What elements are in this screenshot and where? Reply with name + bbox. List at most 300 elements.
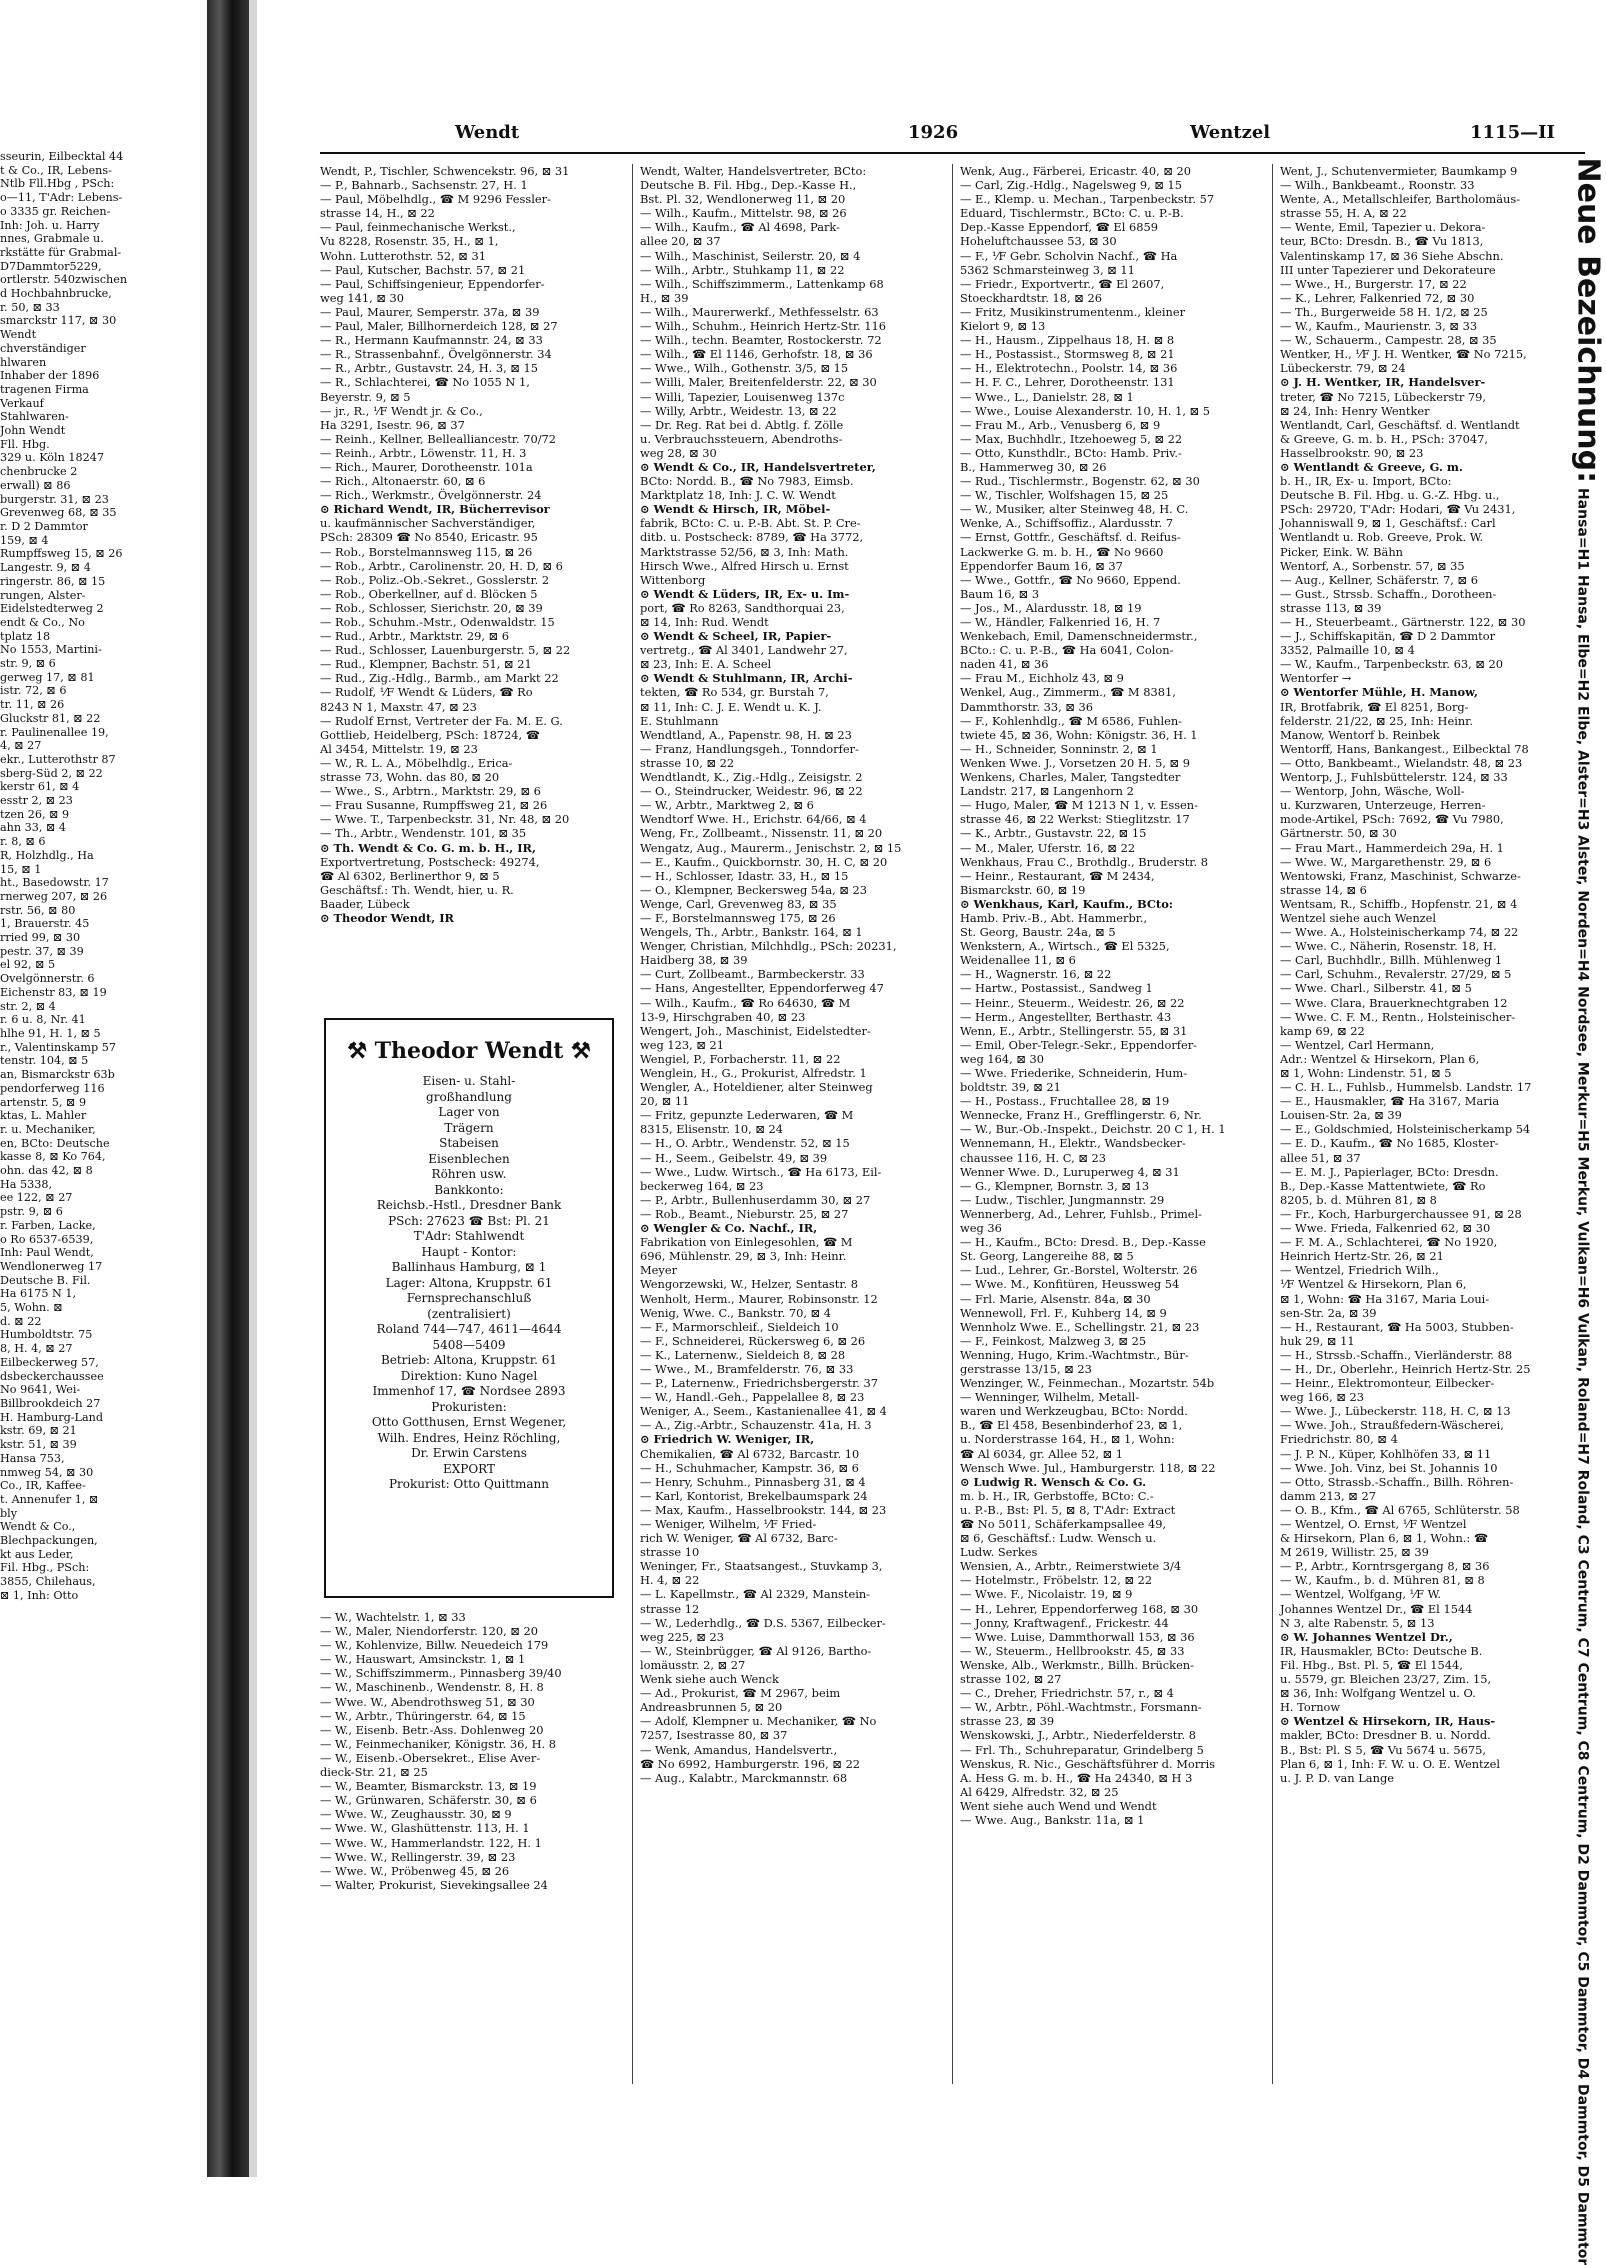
- directory-entry-line: rkstätte für Grabmal-: [0, 245, 122, 259]
- directory-entry-line: IR, Hausmakler, BCto: Deutsche B.: [1280, 1643, 1483, 1658]
- directory-entry-line: — E., Hausmakler, ☎ Ha 3167, Maria: [1280, 1094, 1500, 1109]
- ad-line: Lager: Altona, Kruppstr. 61: [385, 1275, 553, 1290]
- directory-entry-line: Eduard, Tischlermstr., BCto: C. u. P.-B.: [960, 206, 1184, 221]
- ad-line: Otto Gotthusen, Ernst Wegener,: [371, 1415, 567, 1429]
- directory-entry-line: — Wwe., Ludw. Wirtsch., ☎ Ha 6173, Eil-: [640, 1164, 882, 1179]
- directory-entry-line: — F. M. A., Schlachterei, ☎ No 1920,: [1280, 1235, 1498, 1250]
- directory-entry-line: — Th., Burgerweide 58 H. 1/2, ⊠ 25: [1280, 304, 1488, 319]
- directory-entry-line: — Wwe. W., Glashüttenstr. 113, H. 1: [320, 1821, 530, 1836]
- directory-entry-line: Al 3454, Mittelstr. 19, ⊠ 23: [320, 741, 478, 756]
- directory-entry-line: — W., Steuerm., Hellbrookstr. 45, ⊠ 33: [960, 1643, 1185, 1658]
- directory-entry-line: u. kaufmännischer Sachverständiger,: [320, 516, 536, 531]
- directory-entry-line: — Wwe., Louise Alexanderstr. 10, H. 1, ⊠ 5: [960, 403, 1210, 418]
- directory-entry-line: — W., Kaufm., Maurienstr. 3, ⊠ 33: [1280, 319, 1478, 334]
- directory-entry-line: — jr., R., ⅟F Wendt jr. & Co.,: [320, 403, 483, 418]
- directory-entry-line: Wendt, P., Tischler, Schwencekstr. 96, ⊠ 31: [320, 164, 570, 178]
- directory-entry-line: — H., O. Arbtr., Wendenstr. 52, ⊠ 15: [640, 1136, 850, 1151]
- directory-entry-line: — Curt, Zollbeamt., Barmbeckerstr. 33: [640, 967, 865, 982]
- directory-entry-line: — Otto, Strassb.-Schaffn., Billh. Röhren-: [1280, 1474, 1514, 1489]
- directory-entry-line: Rumpffsweg 15, ⊠ 26: [0, 547, 123, 561]
- directory-entry-line: port, ☎ Ro 8263, Sandthorquai 23,: [640, 600, 845, 615]
- ad-line: Prokurist: Otto Quittmann: [388, 1477, 549, 1491]
- header-first-name: Wendt: [455, 122, 520, 143]
- directory-entry-line: ⊠ 1, Inh: Otto: [0, 1588, 79, 1602]
- directory-entry-line: artenstr. 5, ⊠ 9: [0, 1095, 87, 1109]
- directory-entry-line: — Hugo, Maler, ☎ M 1213 N 1, v. Essen-: [960, 798, 1198, 813]
- directory-entry-line: b. H., IR, Ex- u. Import, BCto:: [1280, 474, 1452, 489]
- directory-entry-line: — L. Kapellmstr., ☎ Al 2329, Manstein-: [640, 1587, 871, 1602]
- directory-entry-line: Wenskowski, J., Arbtr., Niederfelderstr. 8: [960, 1728, 1196, 1743]
- directory-entry-line: Geschäftsf.: Th. Wendt, hier, u. R.: [320, 882, 514, 897]
- directory-entry-line: Wenk siehe auch Wenck: [640, 1672, 779, 1687]
- directory-entry-line: el 92, ⊠ 5: [0, 958, 56, 972]
- directory-entry-line: Ntlb Fll.Hbg , PSch:: [0, 177, 115, 191]
- directory-entry-line: — W., Schauerm., Campestr. 28, ⊠ 35: [1280, 333, 1497, 348]
- directory-entry-line: Verkauf: [0, 396, 44, 410]
- directory-entry-line: — Heinr., Restaurant, ☎ M 2434,: [960, 868, 1155, 883]
- directory-entry-line: weg 166, ⊠ 23: [1280, 1390, 1365, 1405]
- directory-entry-line: chverständiger: [0, 341, 86, 355]
- directory-entry-line: — Wenk, Amandus, Handelsvertr.,: [640, 1742, 838, 1757]
- directory-entry-line: Hamb. Priv.-B., Abt. Hammerbr.,: [960, 910, 1148, 925]
- directory-entry-line: Fil. Hbg., Bst. Pl. 5, ☎ El 1544,: [1280, 1657, 1463, 1672]
- directory-entry-line: — Rob., Schlosser, Sierichstr. 20, ⊠ 39: [320, 600, 543, 615]
- directory-entry-line: — Herm., Angestellter, Berthastr. 43: [960, 1009, 1172, 1024]
- ad-line: Bankkonto:: [434, 1182, 504, 1197]
- directory-entry-line: ⊠ 36, Inh: Wolfgang Wentzel u. O.: [1280, 1686, 1476, 1701]
- directory-entry-line: — K., Arbtr., Gustavstr. 22, ⊠ 15: [960, 826, 1147, 841]
- directory-entry-line: — H., Steuerbeamt., Gärtnerstr. 122, ⊠ 30: [1280, 615, 1526, 629]
- directory-entry-line: Wenke, A., Schiffsoffiz., Alardusstr. 7: [960, 516, 1174, 531]
- directory-entry-line: — Aug., Kellner, Schäferstr. 7, ⊠ 6: [1280, 572, 1478, 587]
- directory-entry-line: Humboldtstr. 75: [0, 1328, 93, 1342]
- directory-entry-line: — Frl. Marie, Alsenstr. 84a, ⊠ 30: [960, 1291, 1151, 1306]
- directory-entry-line: hlwaren: [0, 355, 47, 369]
- directory-entry-line: — K., Lehrer, Falkenried 72, ⊠ 30: [1280, 290, 1475, 305]
- directory-entry-line: — J. P. N., Küper, Kohlhöfen 33, ⊠ 11: [1280, 1446, 1492, 1461]
- directory-entry-line: Wentorfer →: [1280, 671, 1352, 686]
- directory-entry-line: — H. F. C., Lehrer, Dorotheenstr. 131: [960, 375, 1175, 390]
- header-rule: [320, 152, 1585, 154]
- ad-line: Direktion: Kuno Nagel: [400, 1368, 538, 1383]
- directory-entry-line: Wengiel, P., Forbacherstr. 11, ⊠ 22: [640, 1051, 841, 1066]
- directory-entry-line: Wendtland, A., Papenstr. 98, H. ⊠ 23: [640, 727, 852, 742]
- directory-entry-line: strasse 55, H. A, ⊠ 22: [1280, 206, 1407, 221]
- ad-line: Dr. Erwin Carstens: [411, 1446, 527, 1460]
- directory-entry-line: — Rob., Schuhm.-Mstr., Odenwaldstr. 15: [320, 615, 555, 629]
- directory-entry-line: — W., Kohlenvize, Billw. Neuedeich 179: [320, 1638, 549, 1653]
- directory-entry-line: — E., Goldschmied, Holsteinischerkamp 54: [1280, 1122, 1531, 1137]
- column-divider: [632, 164, 633, 2084]
- header-last-name: Wentzel: [1190, 122, 1271, 143]
- directory-entry-line: Picker, Eink. W. Bähn: [1280, 544, 1403, 559]
- directory-entry-line: Wenge, Carl, Grevenweg 83, ⊠ 35: [640, 896, 837, 911]
- directory-entry-line: Wendlonerweg 17: [0, 1259, 103, 1273]
- directory-entry-line: u. Norderstrasse 164, H., ⊠ 1, Wohn:: [960, 1432, 1175, 1447]
- directory-entry-line: Wentorp, J., Fuhlsbüttelerstr. 124, ⊠ 33: [1280, 770, 1508, 785]
- directory-entry-line: vertretg., ☎ Al 3401, Landwehr 27,: [640, 643, 848, 658]
- directory-entry-line: tekten, ☎ Ro 534, gr. Burstah 7,: [640, 685, 829, 700]
- directory-entry-line: Dep.-Kasse Eppendorf, ☎ El 6859: [960, 220, 1158, 235]
- directory-entry-line: — W., Beamter, Bismarckstr. 13, ⊠ 19: [320, 1779, 537, 1794]
- directory-entry-line: pestr. 37, ⊠ 39: [0, 944, 84, 958]
- directory-entry-line: treter, ☎ No 7215, Lübeckerstr 79,: [1280, 389, 1487, 404]
- directory-entry-line: Deutsche B. Fil. Hbg. u. G.-Z. Hbg. u.,: [1280, 488, 1500, 503]
- directory-entry-line: dsbeckerchaussee: [0, 1369, 104, 1383]
- directory-entry-line: — Friedr., Exportvertr., ☎ El 2607,: [960, 276, 1165, 291]
- directory-entry-line: Wenk, Aug., Färberei, Ericastr. 40, ⊠ 20: [960, 164, 1192, 178]
- ad-line: Stabeisen: [439, 1136, 499, 1150]
- directory-entry-line: ⊙ Wendt & Co., IR, Handelsvertreter,: [640, 459, 876, 474]
- directory-entry-line: chenbrucke 2: [0, 465, 78, 479]
- directory-entry-line: Valentinskamp 17, ⊠ 36 Siehe Abschn.: [1280, 248, 1504, 263]
- ad-line: T'Adr: Stahlwendt: [413, 1229, 525, 1243]
- directory-entry-line: — Rich., Werkmstr., Övelgönnerstr. 24: [320, 488, 542, 503]
- directory-entry-line: 20, ⊠ 11: [640, 1094, 690, 1109]
- directory-entry-line: — Wilh., techn. Beamter, Rostockerstr. 72: [640, 333, 882, 348]
- directory-entry-line: — Wwe., L., Danielstr. 28, ⊠ 1: [960, 389, 1134, 404]
- ad-line: Immenhof 17, ☎ Nordsee 2893: [372, 1384, 566, 1398]
- directory-entry-line: Wenger, Christian, Milchhdlg., PSch: 20231,: [640, 939, 897, 954]
- ad-line: Betrieb: Altona, Kruppstr. 61: [380, 1353, 558, 1367]
- directory-entry-line: Eilbeckerweg 57,: [0, 1355, 99, 1369]
- ad-line: großhandlung: [426, 1089, 512, 1104]
- directory-entry-line: — Carl, Zig.-Hdlg., Nagelsweg 9, ⊠ 15: [960, 178, 1183, 193]
- ad-line: Roland 744—747, 4611—4644: [376, 1322, 562, 1336]
- directory-entry-line: u. 5579, gr. Bleichen 23/27, Zim. 15,: [1280, 1672, 1492, 1687]
- directory-entry-line: esstr 2, ⊠ 23: [0, 794, 73, 808]
- directory-entry-line: — W., Maler, Niendorferstr. 120, ⊠ 20: [320, 1624, 539, 1639]
- directory-entry-line: M 2619, Willistr. 25, ⊠ 39: [1280, 1545, 1429, 1560]
- directory-entry-line: — F., Kohlenhdlg., ☎ M 6586, Fuhlen-: [960, 713, 1183, 728]
- directory-entry-line: kstr. 51, ⊠ 39: [0, 1438, 77, 1452]
- directory-entry-line: — W., Grünwaren, Schäferstr. 30, ⊠ 6: [320, 1793, 537, 1808]
- directory-entry-line: ktas, L. Mahler: [0, 1109, 87, 1123]
- directory-entry-line: — Wwe. J., Lübeckerstr. 118, H. C, ⊠ 13: [1280, 1404, 1511, 1419]
- directory-entry-line: ⊠ 23, Inh: E. A. Scheel: [640, 657, 772, 672]
- directory-entry-line: Bst. Pl. 32, Wendlonerweg 11, ⊠ 20: [640, 192, 846, 207]
- directory-entry-line: — C., Dreher, Friedrichstr. 57, r., ⊠ 4: [960, 1686, 1174, 1701]
- directory-entry-line: Wohn. Lutterothstr. 52, ⊠ 31: [320, 248, 486, 263]
- directory-entry-line: pstr. 9, ⊠ 6: [0, 1205, 63, 1219]
- directory-entry-line: Wenner Wwe. D., Luruperweg 4, ⊠ 31: [960, 1164, 1180, 1179]
- directory-entry-line: Wenkebach, Emil, Damenschneidermstr.,: [960, 629, 1198, 644]
- directory-entry-line: Marktstrasse 52/56, ⊠ 3, Inh: Math.: [640, 544, 849, 559]
- directory-entry-line: strasse 102, ⊠ 27: [960, 1672, 1062, 1687]
- directory-entry-line: u. Kurzwaren, Unterzeuge, Herren-: [1280, 798, 1486, 813]
- directory-entry-line: ⅟F Wentzel & Hirsekorn, Plan 6,: [1280, 1277, 1467, 1292]
- directory-entry-line: — Gust., Strssb. Schaffn., Dorotheen-: [1280, 586, 1497, 601]
- directory-entry-line: — Frau M., Eichholz 43, ⊠ 9: [960, 671, 1124, 686]
- directory-entry-line: Hasselbrookstr. 90, ⊠ 23: [1280, 445, 1424, 460]
- directory-entry-line: B., Dep.-Kasse Mattentwiete, ☎ Ro: [1280, 1178, 1486, 1193]
- directory-entry-line: Friedrichstr. 80, ⊠ 4: [1280, 1432, 1398, 1447]
- directory-entry-line: Louisen-Str. 2a, ⊠ 39: [1280, 1108, 1402, 1123]
- directory-entry-line: ditb. u. Postscheck: 8789, ☎ Ha 3772,: [640, 530, 864, 545]
- directory-entry-line: ⊠ 24, Inh: Henry Wentker: [1280, 403, 1430, 418]
- directory-entry-line: — H., Schneider, Sonninstr. 2, ⊠ 1: [960, 741, 1158, 756]
- directory-entry-line: Plan 6, ⊠ 1, Inh: F. W. u. O. E. Wentzel: [1280, 1756, 1501, 1771]
- directory-entry-line: Hoheluftchaussee 53, ⊠ 30: [960, 234, 1117, 249]
- directory-entry-line: — Emil, Ober-Telegr.-Sekr., Eppendorfer-: [960, 1037, 1198, 1052]
- ad-line: (zentralisiert): [427, 1306, 511, 1321]
- directory-entry-line: ringerstr. 86, ⊠ 15: [0, 574, 106, 588]
- directory-entry-line: — R., Arbtr., Gustavstr. 24, H. 3, ⊠ 15: [320, 361, 539, 376]
- column-1-continued: [320, 1610, 620, 1892]
- directory-entry-line: ⊙ Ludwig R. Wensch & Co. G.: [960, 1474, 1147, 1489]
- directory-entry-line: kerstr 61, ⊠ 4: [0, 780, 80, 794]
- directory-entry-line: — Wwe., Wilh., Gothenstr. 3/5, ⊠ 15: [640, 361, 849, 376]
- directory-entry-line: strasse 46, ⊠ 22 Werkst: Stieglitzstr. 17: [960, 812, 1190, 827]
- directory-entry-line: ohn. das 42, ⊠ 8: [0, 1164, 93, 1178]
- directory-entry-line: — Heinr., Elektromonteur, Eilbecker-: [1280, 1376, 1495, 1391]
- directory-entry-line: — Weniger, Wilhelm, ⅟F Fried-: [640, 1517, 817, 1531]
- directory-entry-line: — Henry, Schuhm., Pinnasberg 31, ⊠ 4: [640, 1474, 866, 1489]
- directory-entry-line: — W., Musiker, alter Steinweg 48, H. C.: [960, 502, 1189, 517]
- directory-entry-line: — Wentorp, John, Wäsche, Woll-: [1280, 784, 1465, 799]
- directory-entry-line: — F., ⅟F Gebr. Scholvin Nachf., ☎ Ha: [960, 248, 1178, 263]
- directory-entry-line: o 3335 gr. Reichen-: [0, 204, 111, 218]
- directory-entry-line: Beyerstr. 9, ⊠ 5: [320, 389, 411, 404]
- directory-entry-line: H., ⊠ 39: [640, 290, 689, 305]
- directory-entry-line: — Wwe. W., Zeughausstr. 30, ⊠ 9: [320, 1807, 512, 1822]
- directory-entry-line: — Wilh., Kaufm., Mittelstr. 98, ⊠ 26: [640, 206, 847, 221]
- directory-entry-line: IR, Brotfabrik, ☎ El 8251, Borg-: [1280, 699, 1469, 714]
- directory-entry-line: ⊙ Wengler & Co. Nachf., IR,: [640, 1221, 818, 1236]
- directory-entry-line: — Wilh., Kaufm., ☎ Al 4698, Park-: [640, 220, 840, 235]
- directory-entry-line: Heinrich Hertz-Str. 26, ⊠ 21: [1280, 1249, 1444, 1264]
- directory-entry-line: Grevenweg 68, ⊠ 35: [0, 506, 117, 520]
- directory-entry-line: Vu 8228, Rosenstr. 35, H., ⊠ 1,: [320, 234, 499, 249]
- running-header: [320, 118, 1585, 148]
- directory-entry-line: r., Valentinskamp 57: [0, 1040, 116, 1054]
- directory-entry-line: Wentlandt u. Rob. Greeve, Prok. W.: [1280, 530, 1484, 545]
- directory-entry-line: — Rudolf, ⅟F Wendt & Lüders, ☎ Ro: [320, 685, 533, 700]
- directory-entry-line: — Otto, Kunsthdlr., BCto: Hamb. Priv.-: [960, 445, 1182, 460]
- directory-entry-line: Wensien, A., Arbtr., Reimerstwiete 3/4: [960, 1559, 1182, 1574]
- directory-entry-line: — Wilh., Maurerwerkf., Methfesselstr. 63: [640, 304, 879, 319]
- directory-entry-line: — Jonny, Kraftwagenf., Frickestr. 44: [960, 1615, 1169, 1630]
- directory-entry-line: strasse 23, ⊠ 39: [960, 1714, 1055, 1729]
- directory-entry-line: — Wentzel, Friedrich Wilh.,: [1280, 1263, 1439, 1278]
- directory-entry-line: ahn 33, ⊠ 4: [0, 821, 67, 835]
- directory-entry-line: — E. M. J., Papierlager, BCto: Dresdn.: [1280, 1164, 1499, 1179]
- directory-entry-line: ⊙ Wentzel & Hirsekorn, IR, Haus-: [1280, 1714, 1496, 1729]
- directory-entry-line: weg 123, ⊠ 21: [640, 1037, 725, 1052]
- ad-line: EXPORT: [442, 1461, 496, 1476]
- directory-entry-line: t. Annenufer 1, ⊠: [0, 1492, 99, 1506]
- directory-entry-line: — W., Hauswart, Amsinckstr. 1, ⊠ 1: [320, 1652, 526, 1667]
- directory-entry-line: an, Bismarckstr 63b: [0, 1068, 115, 1082]
- directory-entry-line: — Rich., Maurer, Dorotheenstr. 101a: [320, 459, 533, 474]
- directory-entry-line: — P., Bahnarb., Sachsenstr. 27, H. 1: [320, 178, 528, 193]
- directory-entry-line: istr. 72, ⊠ 6: [0, 684, 67, 698]
- directory-entry-line: Ha 5338,: [0, 1177, 53, 1191]
- column-divider: [1272, 164, 1273, 2084]
- directory-entry-line: — Willi, Maler, Breitenfelderstr. 22, ⊠ 30: [640, 375, 877, 390]
- directory-entry-line: — H., Wagnerstr. 16, ⊠ 22: [960, 967, 1112, 982]
- directory-entry-line: H. Tornow: [1280, 1700, 1341, 1715]
- directory-entry-line: Wittenborg: [640, 572, 706, 587]
- directory-entry-line: allee 51, ⊠ 37: [1280, 1150, 1361, 1165]
- directory-entry-line: gerstrasse 13/15, ⊠ 23: [960, 1361, 1092, 1376]
- directory-entry-line: ortlerstr. 540zwischen: [0, 273, 128, 287]
- directory-entry-line: Wentzel siehe auch Wenzel: [1280, 910, 1437, 925]
- directory-entry-line: BCto: Nordd. B., ☎ No 7983, Eimsb.: [640, 474, 854, 489]
- directory-entry-line: — Rob., Oberkellner, auf d. Blöcken 5: [320, 586, 538, 601]
- directory-entry-line: Wenglein, H., G., Prokurist, Alfredstr. 1: [640, 1066, 867, 1080]
- directory-entry-line: r. 6 u. 8, Nr. 41: [0, 1013, 86, 1027]
- directory-entry-line: Gärtnerstr. 50, ⊠ 30: [1280, 826, 1397, 841]
- margin-title: Neue Bezeichnung:: [1570, 157, 1606, 484]
- directory-entry-line: — W., Eisenb.-Obersekret., Elise Aver-: [320, 1750, 541, 1765]
- directory-entry-line: ⊙ Theodor Wendt, IR: [320, 910, 454, 925]
- directory-entry-line: — Willy, Arbtr., Weidestr. 13, ⊠ 22: [640, 403, 837, 418]
- directory-entry-line: B., Hammerweg 30, ⊠ 26: [960, 459, 1107, 474]
- directory-entry-line: & Greeve, G. m. b. H., PSch: 37047,: [1280, 431, 1489, 446]
- directory-entry-line: Al 6429, Alfredstr. 32, ⊠ 25: [960, 1784, 1119, 1799]
- directory-entry-line: — H., Dr., Oberlehr., Heinrich Hertz-Str. 25: [1280, 1361, 1531, 1376]
- directory-entry-line: — Franz, Handlungsgeh., Tonndorfer-: [640, 741, 859, 756]
- directory-entry-line: — Paul, Maurer, Semperstr. 37a, ⊠ 39: [320, 304, 540, 319]
- directory-entry-line: — E. D., Kaufm., ☎ No 1685, Kloster-: [1280, 1136, 1499, 1151]
- directory-entry-line: — E., Kaufm., Quickbornstr. 30, H. C, ⊠ 20: [640, 854, 888, 869]
- directory-entry-line: 8205, b. d. Mühren 81, ⊠ 8: [1280, 1192, 1437, 1207]
- directory-entry-line: — C. H. L., Fuhlsb., Hummelsb. Landstr. 17: [1280, 1080, 1532, 1095]
- directory-entry-line: — Carl, Schuhm., Revalerstr. 27/29, ⊠ 5: [1280, 967, 1512, 982]
- directory-entry-line: o—11, T'Adr: Lebens-: [0, 191, 123, 205]
- directory-entry-line: B., Bst: Pl. S 5, ☎ Vu 5674 u. 5675,: [1280, 1742, 1487, 1757]
- directory-entry-line: kasse 8, ⊠ Ko 764,: [0, 1150, 106, 1164]
- directory-entry-line: Blechpackungen,: [0, 1534, 98, 1548]
- directory-entry-line: — Rob., Beamt., Nieburstr. 25, ⊠ 27: [640, 1206, 849, 1221]
- directory-entry-line: Bismarckstr. 60, ⊠ 19: [960, 882, 1086, 897]
- directory-entry-line: — Wwe. W., Rellingerstr. 39, ⊠ 23: [320, 1849, 516, 1864]
- directory-entry-line: Ha 3291, Isestr. 96, ⊠ 37: [320, 417, 465, 432]
- directory-entry-line: mode-Artikel, PSch: 7692, ☎ Vu 7980,: [1280, 812, 1504, 827]
- directory-entry-line: — H., Postassist., Stormsweg 8, ⊠ 21: [960, 347, 1175, 362]
- directory-entry-line: — W., Arbtr., Pöhl.-Wachtmstr., Forsmann-: [960, 1700, 1202, 1715]
- directory-entry-line: Gottlieb, Heidelberg, PSch: 18724, ☎: [320, 727, 540, 742]
- directory-entry-line: Fil. Hbg., PSch:: [0, 1561, 90, 1575]
- directory-entry-line: — Carl, Buchhdlr., Billh. Mühlenweg 1: [1280, 953, 1503, 968]
- directory-entry-line: ⊙ Wentorfer Mühle, H. Manow,: [1280, 685, 1478, 700]
- directory-entry-line: — W., Handl.-Geh., Pappelallee 8, ⊠ 23: [640, 1390, 865, 1405]
- directory-entry-line: — W., Lederhdlg., ☎ D.S. 5367, Eilbecker-: [640, 1615, 886, 1630]
- directory-entry-line: — Fr., Koch, Harburgerchaussee 91, ⊠ 28: [1280, 1206, 1522, 1221]
- directory-entry-line: — Jos., M., Alardusstr. 18, ⊠ 19: [960, 600, 1142, 615]
- directory-entry-line: 159, ⊠ 4: [0, 533, 49, 547]
- directory-entry-line: — Wwe. Joh., Straußfedern-Wäscherei,: [1280, 1418, 1504, 1433]
- directory-entry-line: — Adolf, Klempner u. Mechaniker, ☎ No: [640, 1714, 877, 1729]
- directory-entry-line: — Max, Buchhdlr., Itzehoeweg 5, ⊠ 22: [960, 431, 1183, 446]
- directory-entry-line: Went, J., Schutenvermieter, Baumkamp 9: [1280, 164, 1518, 178]
- margin-text: [1570, 157, 1606, 2265]
- directory-entry-line: — R., Schlachterei, ☎ No 1055 N 1,: [320, 375, 530, 390]
- directory-entry-line: Wentowski, Franz, Maschinist, Schwarze-: [1280, 868, 1521, 883]
- directory-entry-line: — F., Borstelmannsweg 175, ⊠ 26: [640, 910, 836, 925]
- directory-entry-line: PSch: 28309 ☎ No 8540, Ericastr. 95: [320, 530, 538, 545]
- directory-entry-line: R, Holzhdlg., Ha: [0, 848, 94, 862]
- directory-entry-line: — Rob., Borstelmannsweg 115, ⊠ 26: [320, 544, 533, 559]
- directory-entry-line: — Wwe., S., Arbtrn., Marktstr. 29, ⊠ 6: [320, 784, 541, 799]
- directory-entry-line: — H., Kaufm., BCto: Dresd. B., Dep.-Kasse: [960, 1235, 1206, 1250]
- directory-entry-line: — Ludw., Tischler, Jungmannstr. 29: [960, 1192, 1165, 1207]
- directory-entry-line: Wenig, Wwe. C., Bankstr. 70, ⊠ 4: [640, 1305, 832, 1320]
- directory-entry-line: Wentorf, A., Sorbenstr. 57, ⊠ 35: [1280, 558, 1465, 573]
- directory-entry-line: — Frau Mart., Hammerdeich 29a, H. 1: [1280, 840, 1504, 855]
- directory-entry-line: A. Hess G. m. b. H., ☎ Ha 24340, ⊠ H 3: [960, 1770, 1193, 1785]
- directory-entry-line: — Hans, Angestellter, Eppendorferweg 47: [640, 981, 884, 996]
- directory-entry-line: — Th., Arbtr., Wendenstr. 101, ⊠ 35: [320, 826, 527, 841]
- directory-entry-line: m. b. H., IR, Gerbstoffe, BCto: C.-: [960, 1488, 1154, 1503]
- directory-entry-line: Weniger, A., Seem., Kastanienallee 41, ⊠ 4: [640, 1404, 887, 1419]
- directory-entry-line: 8315, Elisenstr. 10, ⊠ 24: [640, 1122, 784, 1137]
- directory-entry-line: — Wwe., M., Bramfelderstr. 76, ⊠ 33: [640, 1361, 854, 1376]
- directory-entry-line: Wentorff, Hans, Bankangest., Eilbecktal 78: [1280, 741, 1529, 756]
- directory-entry-line: — H., Schlosser, Idastr. 33, H., ⊠ 15: [640, 868, 849, 883]
- directory-entry-line: Fll. Hbg.: [0, 437, 50, 451]
- directory-entry-line: — Paul, Kutscher, Bachstr. 57, ⊠ 21: [320, 262, 526, 277]
- directory-entry-line: — Ad., Prokurist, ☎ M 2967, beim: [640, 1686, 841, 1701]
- directory-entry-line: — W., Feinmechaniker, Königstr. 36, H. 8: [320, 1736, 557, 1751]
- directory-entry-line: ht., Basedowstr. 17: [0, 876, 109, 890]
- directory-entry-line: Wenken Wwe. J., Vorsetzen 20 H. 5, ⊠ 9: [960, 755, 1190, 770]
- directory-entry-line: — E., Klemp. u. Mechan., Tarpenbeckstr. 57: [960, 192, 1215, 207]
- directory-entry-line: — W., Händler, Falkenried 16, H. 7: [960, 615, 1161, 629]
- directory-entry-line: kstr. 69, ⊠ 21: [0, 1424, 77, 1438]
- directory-entry-line: — Rob., Arbtr., Carolinenstr. 20, H. D, ⊠ 6: [320, 558, 563, 573]
- directory-entry-line: — P., Arbtr., Korntrsgergang 8, ⊠ 36: [1280, 1559, 1490, 1574]
- directory-entry-line: — O. B., Kfm., ☎ Al 6765, Schlüterstr. 58: [1280, 1502, 1520, 1517]
- directory-entry-line: naden 41, ⊠ 36: [960, 657, 1049, 672]
- directory-entry-line: — Max, Kaufm., Hasselbrookstr. 144, ⊠ 23: [640, 1502, 887, 1517]
- directory-entry-line: Wengert, Joh., Maschinist, Eidelstedter-: [640, 1023, 871, 1038]
- margin-exchange-list: Hansa=H1 Hansa, Elbe=H2 Elbe, Alster=H3 Alster, Norden=H4 Nordsee, Merkur=H5 Merkur, Vulkan=H6 Vulkan, Roland=H7 Roland, C3 Centrum, C7 Centrum, C8 Centrum, D2 Dammtor, C5 Dammtor, D4 Dammtor, D5 Dammtor: [1574, 487, 1591, 2265]
- directory-entry-line: — Paul, Möbelhdlg., ☎ M 9296 Fessler-: [320, 192, 551, 207]
- directory-entry-line: Lackwerke G. m. b. H., ☎ No 9660: [960, 544, 1164, 559]
- directory-entry-line: ⊙ Wendt & Hirsch, IR, Möbel-: [640, 502, 831, 517]
- directory-entry-line: Adr.: Wentzel & Hirsekorn, Plan 6,: [1280, 1051, 1480, 1066]
- directory-entry-line: 7257, Isestrasse 80, ⊠ 37: [640, 1728, 788, 1743]
- directory-entry-line: tplatz 18: [0, 629, 51, 643]
- directory-entry-line: — Wentzel, Wolfgang, ⅟F W.: [1280, 1587, 1442, 1602]
- directory-entry-line: — Wwe. M., Konfitüren, Heussweg 54: [960, 1277, 1180, 1292]
- directory-entry-line: — Reinh., Arbtr., Löwenstr. 11, H. 3: [320, 445, 527, 460]
- directory-entry-line: 3352, Palmaille 10, ⊠ 4: [1280, 643, 1415, 658]
- directory-entry-line: — Frau Susanne, Rumpffsweg 21, ⊠ 26: [320, 798, 548, 813]
- directory-entry-line: — Rud., Klempner, Bachstr. 51, ⊠ 21: [320, 657, 532, 672]
- directory-entry-line: No 9641, Wei-: [0, 1383, 81, 1397]
- directory-entry-line: — P., Laternenw., Friedrichsbergerstr. 37: [640, 1376, 878, 1391]
- directory-entry-line: & Hirsekorn, Plan 6, ⊠ 1, Wohn.: ☎: [1280, 1531, 1489, 1546]
- directory-entry-line: — Rud., Tischlermstr., Bogenstr. 62, ⊠ 30: [960, 474, 1200, 489]
- directory-entry-line: ☎ Al 6302, Berlinerthor 9, ⊠ 5: [320, 868, 500, 883]
- directory-entry-line: — W., Arbtr., Marktweg 2, ⊠ 6: [640, 798, 814, 813]
- directory-entry-line: — Rud., Arbtr., Marktstr. 29, ⊠ 6: [320, 629, 510, 644]
- directory-entry-line: ⊙ Wenkhaus, Karl, Kaufm., BCto:: [960, 896, 1174, 911]
- directory-entry-line: — Karl, Kontorist, Brekelbaumspark 24: [640, 1488, 868, 1503]
- directory-entry-line: Kielort 9, ⊠ 13: [960, 319, 1046, 334]
- directory-entry-line: chaussee 116, H. C, ⊠ 23: [960, 1150, 1107, 1165]
- directory-entry-line: ⊙ Th. Wendt & Co. G. m. b. H., IR,: [320, 840, 536, 855]
- directory-entry-line: ☎ Al 6034, gr. Allee 52, ⊠ 1: [960, 1446, 1124, 1461]
- directory-entry-line: 5, Wohn. ⊠: [0, 1301, 63, 1315]
- ad-body: [334, 1074, 604, 1493]
- directory-entry-line: Wentker, H., ⅟F J. H. Wentker, ☎ No 7215,: [1280, 347, 1527, 362]
- directory-entry-line: sseurin, Eilbecktal 44: [0, 150, 124, 163]
- directory-entry-line: boldtstr. 39, ⊠ 21: [960, 1080, 1061, 1095]
